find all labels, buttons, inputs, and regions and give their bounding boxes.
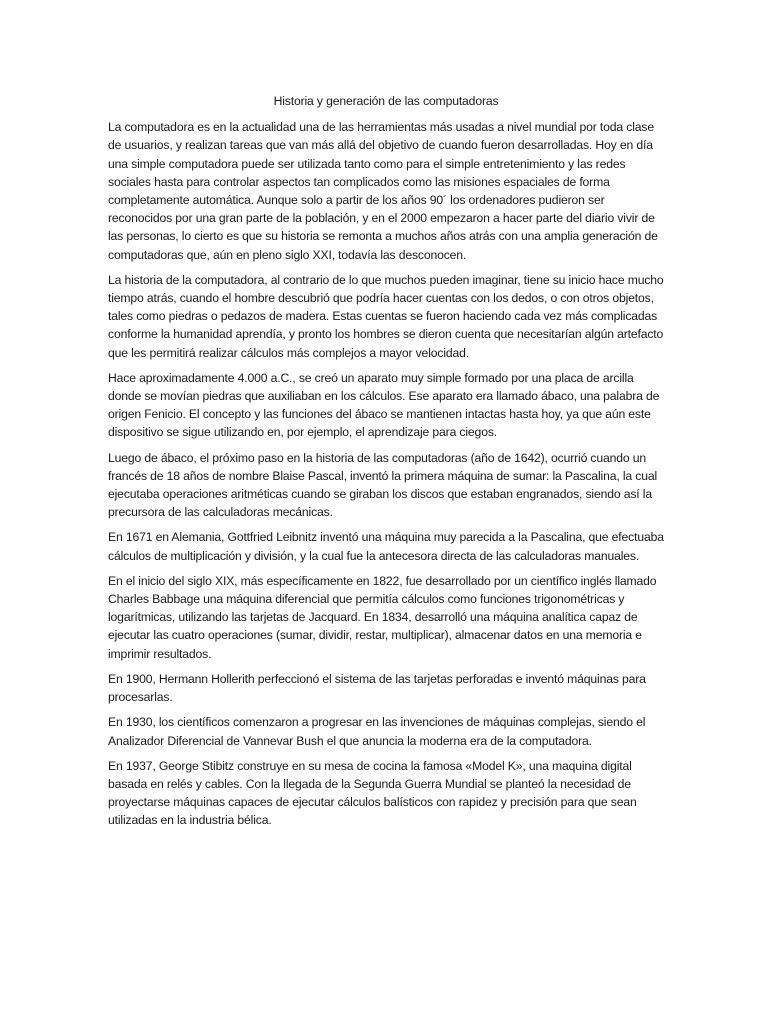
paragraph: La historia de la computadora, al contrario de lo que muchos pueden imaginar, tiene su inicio hace mucho tiempo atrás, cuando el hombre descubrió que podría hacer cuentas con los dedos, o con otros objetos, tales como piedras o pedazos de madera. Estas cuentas se fueron haciendo cada vez más complicadas conforme la humanidad aprendía, y pronto los hombres se dieron cuenta que necesitarían algún artefacto que les permitirá realizar cálculos más complejos a mayor velocidad. (108, 272, 664, 360)
page-title: Historia y generación de las computadoras (273, 94, 499, 108)
paragraph: En 1900, Hermann Hollerith perfeccionó el sistema de las tarjetas perforadas e inventó máquinas para procesarlas. (108, 671, 646, 705)
paragraph: Luego de ábaco, el próximo paso en la historia de las computadoras (año de 1642), ocurrió cuando un francés de 18 años de nombre Blaise Pascal, inventó la primera máquina de sumar: la Pascalina, la cual ejecutaba operaciones aritméticas cuando se giraban los discos que estaban engranados, siendo así la precursora de las calculadoras mecánicas. (108, 450, 658, 520)
paragraph: En 1937, George Stibitz construye en su mesa de cocina la famosa «Model K», una maquina digital basada en relés y cables. Con la llegada de la Segunda Guerra Mundial se planteó la necesidad de proyectarse máquinas capaces de ejecutar cálculos balísticos con rapidez y precisión para que sean utilizadas en la industria bélica. (108, 758, 637, 828)
document-body (108, 92, 664, 837)
paragraph: La computadora es en la actualidad una de las herramientas más usadas a nivel mundial por toda clase de usuarios, y realizan tareas que van más allá del objetivo de cuando fueron desarrolladas. Hoy en día una simple computadora puede ser utilizada tanto como para el simple entretenimiento y las redes sociales hasta para controlar aspectos tan complicados como las misiones espaciales de forma completamente automática. Aunque solo a partir de los años 90´ los ordenadores pudieron ser reconocidos por una gran parte de la población, y en el 2000 empezaron a hacer parte del diario vivir de las personas, lo cierto es que su historia se remonta a muchos años atrás con una amplia generación de computadoras que, aún en pleno siglo XXI, todavía las desconocen. (108, 120, 658, 262)
paragraph: En 1671 en Alemania, Gottfried Leibnitz inventó una máquina muy parecida a la Pascalina, que efectuaba cálculos de multiplicación y división, y la cual fue la antecesora directa de las calculadoras manuales. (108, 530, 664, 563)
paragraph: Hace aproximadamente 4.000 a.C., se creó un aparato muy simple formado por una placa de arcilla donde se movían piedras que auxiliaban en los cálculos. Ese aparato era llamado ábaco, una palabra de origen Fenicio. El concepto y las funciones del ábaco se mantienen intactas hasta hoy, ya que aún este dispositivo se sigue utilizando en, por ejemplo, el aprendizaje para ciegos. (108, 370, 660, 440)
paragraph: En el inicio del siglo XIX, más específicamente en 1822, fue desarrollado por un científico inglés llamado Charles Babbage una máquina diferencial que permitía cálculos como funciones trigonométricas y logarítmicas, utilizando las tarjetas de Jacquard. En 1834, desarrolló una máquina analítica capaz de ejecutar las cuatro operaciones (sumar, dividir, restar, multiplicar), almacenar datos en una memoria e imprimir resultados. (108, 573, 657, 661)
paragraph: En 1930, los científicos comenzaron a progresar en las invenciones de máquinas complejas, siendo el Analizador Diferencial de Vannevar Bush el que anuncia la moderna era de la computadora. (108, 715, 646, 748)
